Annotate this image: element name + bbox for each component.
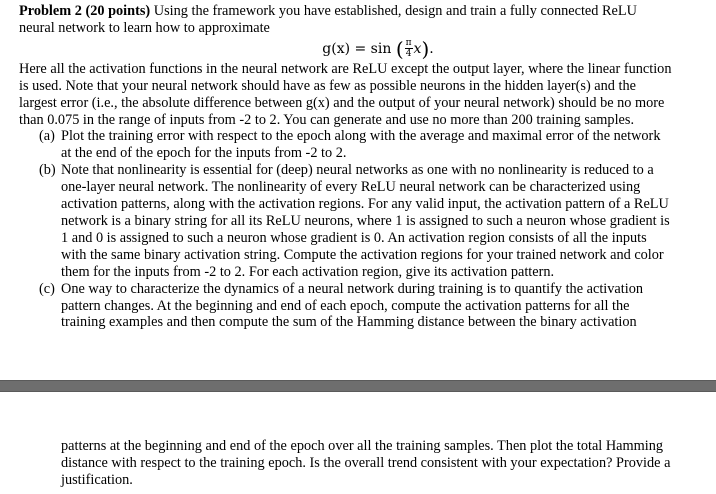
part-a-line: at the end of the epoch for the inputs from -2 to 2. — [61, 145, 347, 162]
equation-close-paren: ) — [421, 36, 430, 61]
continuation-line: distance with respect to the training epoch. Is the overall trend consistent with your expectation? Provide a — [61, 454, 671, 471]
equation-lhs: g(x) = sin — [322, 40, 392, 57]
part-b-line: activation patterns, along with the activation regions. For any valid input, the activation pattern of a ReLU — [61, 196, 669, 213]
continuation-line: patterns at the beginning and end of the epoch over all the training samples. Then plot the total Hamming — [61, 438, 664, 454]
part-b-line: Note that nonlinearity is essential for (deep) neural networks as one with no nonlinearity is reduced to a — [61, 162, 654, 179]
problem-text-continuation — [61, 438, 701, 489]
part-c-line: pattern changes. At the beginning and end of each epoch, compute the activation patterns for all the — [61, 297, 630, 314]
equation-variable: x — [413, 40, 422, 57]
body-line: Here all the activation functions in the neural network are ReLU except the output layer, where the linear function — [19, 60, 672, 77]
intro-text-1: Using the framework you have established, design and train a fully connected ReLU — [153, 3, 637, 19]
part-b-line: 1 and 0 is assigned to such a neuron whose gradient is 0. An activation region consists of all the inputs — [61, 229, 647, 246]
part-c-line: One way to characterize the dynamics of a neural network during training is to quantify the activation — [61, 280, 643, 297]
part-b-line: them for the inputs from -2 to 2. For each activation region, give its activation pattern. — [61, 263, 555, 280]
body-line: than 0.075 in the range of inputs from -2 to 2. You can generate and use no more than 200 training samples. — [19, 111, 635, 128]
problem-heading: Problem 2 (20 points) — [19, 3, 151, 19]
part-b-line: one-layer neural network. The nonlinearity of every ReLU neural network can be characterized using — [61, 179, 641, 196]
problem-text-top — [19, 3, 697, 331]
page-break-divider — [0, 380, 716, 392]
equation-end: . — [429, 40, 434, 57]
equation-numerator: π — [405, 38, 412, 49]
part-c — [19, 281, 697, 332]
equation — [19, 37, 697, 61]
part-b-line: with the same binary activation string. Compute the activation regions for your trained network and color — [61, 246, 664, 263]
equation-denominator: 4 — [405, 49, 412, 60]
part-b — [19, 162, 697, 280]
part-b-line: network is a binary string for all its ReLU neurons, where 1 is assigned to such a neuron whose gradient is — [61, 212, 670, 229]
intro-line-2: neural network to learn how to approximate — [19, 19, 270, 36]
intro-line-1 — [19, 3, 697, 20]
equation-open-paren: ( — [395, 36, 404, 61]
part-a-line: Plot the training error with respect to the epoch along with the average and maximal error of the network — [61, 128, 661, 145]
part-a — [19, 128, 697, 162]
part-a-label: (a) — [39, 128, 55, 145]
body-line: largest error (i.e., the absolute difference between g(x) and the output of your neural network) should be no more — [19, 94, 665, 111]
body-line: is used. Note that your neural network should have as few as possible neurons in the hidden layer(s) and the — [19, 77, 636, 94]
equation-fraction — [405, 38, 413, 59]
part-c-label: (c) — [39, 280, 55, 297]
continuation-line: justification. — [61, 471, 133, 488]
part-b-label: (b) — [39, 162, 56, 179]
part-c-line: training examples and then compute the sum of the Hamming distance between the binary activation — [61, 314, 637, 331]
